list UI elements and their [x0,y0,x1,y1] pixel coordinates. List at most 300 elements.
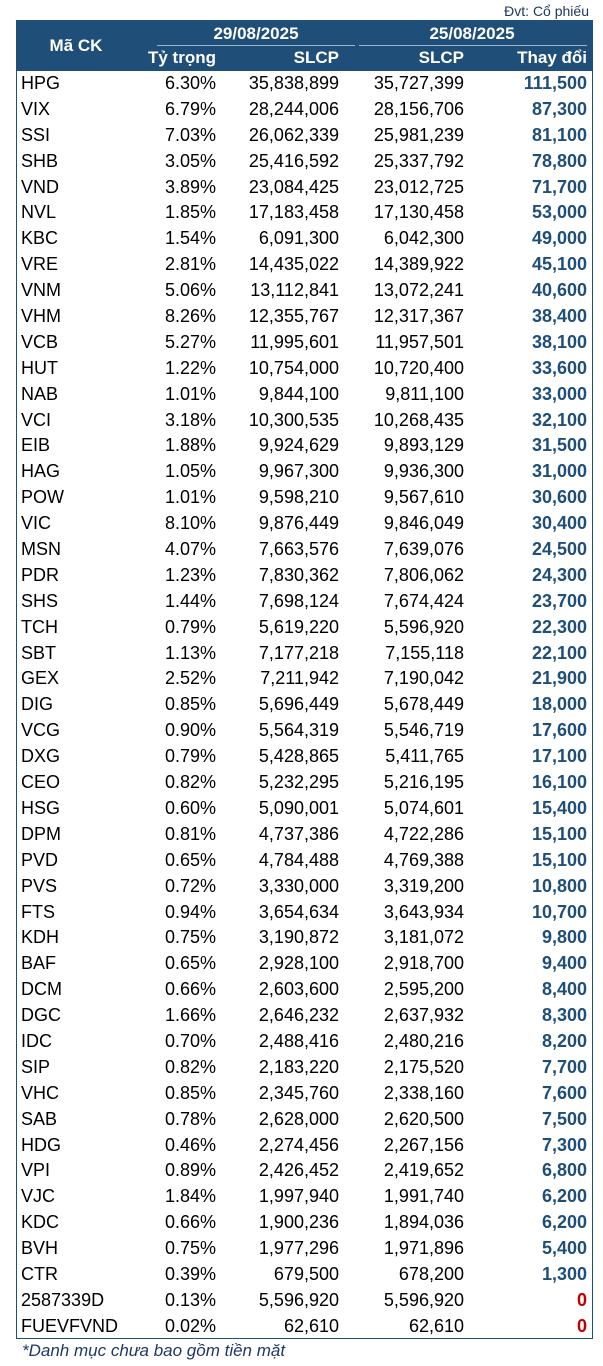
cell-weight: 1.01% [164,383,216,404]
cell-weight: 0.65% [164,849,216,870]
cell-weight: 0.75% [164,927,216,948]
table-row [17,900,592,926]
cell-code: VIX [21,98,51,119]
cell-change: 0 [576,1315,587,1336]
cell-code: DCM [21,979,62,1000]
cell-code: POW [21,487,64,508]
cell-weight: 2.52% [164,668,216,689]
table-row [17,356,592,382]
cell-weight: 0.39% [164,1263,216,1284]
cell-slcp-1: 10,754,000 [248,357,339,378]
cell-slcp-1: 7,698,124 [258,590,339,611]
cell-slcp-1: 17,183,458 [248,202,339,223]
cell-code: VJC [21,1186,56,1207]
header-weight: Tỷ trọng [148,48,216,67]
header-date-2: 25/08/2025 [429,24,515,43]
cell-change: 6,200 [541,1212,587,1233]
cell-code: DGC [21,1005,61,1026]
cell-slcp-2: 25,981,239 [373,124,464,145]
cell-slcp-1: 9,844,100 [258,383,339,404]
cell-weight: 1.44% [164,590,216,611]
cell-weight: 3.05% [164,150,216,171]
cell-weight: 1.13% [164,642,216,663]
table-row [17,304,592,330]
cell-slcp-2: 5,411,765 [385,746,464,767]
cell-slcp-2: 2,267,156 [383,1134,464,1155]
cell-change: 40,600 [531,280,587,301]
cell-slcp-2: 678,200 [398,1263,464,1284]
cell-weight: 1.54% [164,228,216,249]
cell-slcp-2: 7,155,118 [385,642,464,663]
cell-weight: 1.05% [164,461,216,482]
cell-code: SAB [21,1108,58,1129]
cell-slcp-2: 13,072,241 [373,280,464,301]
header-divider-2 [359,45,587,46]
cell-code: VHC [21,1082,60,1103]
cell-change: 16,100 [531,772,587,793]
cell-change: 23,700 [531,590,587,611]
cell-change: 6,200 [541,1186,587,1207]
cell-weight: 0.70% [164,1030,216,1051]
cell-weight: 0.60% [164,797,216,818]
cell-change: 31,500 [531,435,587,456]
cell-slcp-1: 12,355,767 [248,306,339,327]
cell-code: HSG [21,797,61,818]
table-row [17,977,592,1003]
cell-change: 17,100 [531,746,587,767]
cell-slcp-2: 28,156,706 [373,98,464,119]
cell-code: VPI [21,1160,51,1181]
cell-slcp-1: 2,488,416 [258,1030,339,1051]
cell-weight: 5.06% [164,280,216,301]
cell-slcp-2: 2,419,652 [383,1160,464,1181]
cell-code: HUT [21,357,58,378]
cell-change: 8,200 [541,1030,587,1051]
cell-slcp-2: 1,971,896 [383,1238,464,1259]
cell-weight: 1.22% [164,357,216,378]
cell-weight: 0.85% [164,1082,216,1103]
cell-slcp-2: 3,643,934 [383,901,464,922]
cell-change: 78,800 [531,150,587,171]
cell-weight: 0.79% [164,616,216,637]
cell-slcp-2: 7,806,062 [383,564,464,585]
cell-weight: 6.79% [164,98,216,119]
cell-slcp-1: 2,646,232 [258,1005,339,1026]
cell-slcp-1: 23,084,425 [248,176,339,197]
table-row [17,589,592,615]
cell-slcp-1: 9,924,629 [258,435,339,456]
cell-change: 1,300 [541,1263,587,1284]
cell-code: 2587339D [21,1289,105,1310]
cell-code: HPG [21,73,61,93]
footnote: *Danh mục chưa bao gồm tiền mặt [22,1341,286,1360]
cell-change: 111,500 [523,73,587,93]
cell-slcp-1: 7,830,362 [258,564,339,585]
cell-slcp-2: 1,894,036 [383,1212,464,1233]
cell-weight: 1.88% [164,435,216,456]
cell-slcp-1: 5,619,220 [258,616,339,637]
cell-code: FUEVFVND [21,1315,119,1336]
cell-change: 15,100 [531,823,587,844]
cell-change: 8,300 [541,1005,587,1026]
cell-weight: 5.27% [164,331,216,352]
cell-slcp-2: 14,389,922 [373,254,464,275]
cell-slcp-1: 2,274,456 [258,1134,339,1155]
table-row [17,563,592,589]
cell-slcp-2: 2,480,216 [383,1030,464,1051]
cell-change: 30,600 [531,487,587,508]
cell-slcp-1: 5,596,920 [258,1289,339,1310]
cell-change: 15,400 [531,797,587,818]
cell-slcp-1: 6,091,300 [258,228,339,249]
table-row [17,1029,592,1055]
cell-change: 32,100 [531,409,587,430]
cell-weight: 0.02% [164,1315,216,1336]
table-row [17,511,592,537]
cell-slcp-1: 10,300,535 [248,409,339,430]
table-row [17,149,592,175]
cell-weight: 0.72% [164,875,216,896]
cell-change: 33,600 [531,357,587,378]
cell-change: 6,800 [541,1160,587,1181]
cell-slcp-2: 35,727,399 [373,73,464,93]
cell-code: VNM [21,280,61,301]
cell-change: 8,400 [541,979,587,1000]
cell-code: MSN [21,539,61,560]
cell-slcp-2: 9,893,129 [383,435,464,456]
cell-weight: 0.46% [164,1134,216,1155]
table-row [17,382,592,408]
header-change: Thay đổi [517,48,587,67]
table-row [17,1288,592,1314]
cell-slcp-1: 13,112,841 [250,280,339,301]
cell-code: EIB [21,435,51,456]
cell-slcp-1: 62,610 [283,1315,339,1336]
cell-code: HDG [21,1134,61,1155]
cell-slcp-2: 10,268,435 [373,409,464,430]
cell-slcp-2: 9,567,610 [383,487,464,508]
cell-change: 9,800 [541,927,587,948]
table-row [17,1107,592,1133]
cell-slcp-2: 12,317,367 [373,306,464,327]
cell-code: DXG [21,746,61,767]
cell-code: SHS [21,590,59,611]
cell-change: 49,000 [531,228,587,249]
cell-slcp-2: 9,846,049 [383,513,464,534]
cell-slcp-1: 9,598,210 [258,487,339,508]
cell-slcp-2: 5,074,601 [383,797,464,818]
cell-weight: 6.30% [164,73,216,93]
cell-slcp-1: 4,784,488 [258,849,339,870]
cell-slcp-1: 1,997,940 [258,1186,339,1207]
cell-slcp-1: 5,090,001 [258,797,339,818]
cell-slcp-2: 62,610 [408,1315,464,1336]
cell-slcp-2: 3,319,200 [383,875,464,896]
table-body [17,71,592,1339]
cell-code: VCI [21,409,52,430]
cell-slcp-2: 2,175,520 [383,1056,464,1077]
cell-slcp-2: 5,678,449 [383,694,464,715]
header-slcp-2: SLCP [418,48,464,67]
cell-slcp-2: 7,639,076 [383,539,464,560]
cell-weight: 4.07% [164,539,216,560]
cell-code: VND [21,176,60,197]
header-divider-1 [157,45,355,46]
cell-weight: 0.89% [164,1160,216,1181]
cell-slcp-2: 5,216,195 [383,772,464,793]
cell-slcp-2: 11,957,501 [375,331,464,352]
cell-code: DIG [21,694,54,715]
cell-slcp-1: 14,435,022 [248,254,339,275]
cell-change: 7,600 [541,1082,587,1103]
header-date-1: 29/08/2025 [213,24,299,43]
cell-slcp-1: 35,838,899 [248,73,339,93]
table-row [17,278,592,304]
table-row [17,1314,592,1339]
cell-slcp-2: 10,720,400 [373,357,464,378]
cell-weight: 0.75% [164,1238,216,1259]
cell-weight: 0.66% [164,1212,216,1233]
cell-slcp-1: 679,500 [273,1263,339,1284]
cell-change: 7,300 [541,1134,587,1155]
cell-code: SSI [21,124,51,145]
cell-slcp-1: 2,628,000 [258,1108,339,1129]
cell-slcp-2: 9,936,300 [383,461,464,482]
cell-change: 22,300 [531,616,587,637]
cell-code: KDC [21,1212,60,1233]
cell-slcp-2: 4,722,286 [383,823,464,844]
cell-slcp-2: 6,042,300 [383,228,464,249]
cell-change: 33,000 [531,383,587,404]
cell-slcp-2: 7,190,042 [383,668,464,689]
cell-code: BAF [21,953,57,974]
table-row [17,744,592,770]
cell-code: VHM [21,306,61,327]
cell-slcp-2: 5,596,920 [383,1289,464,1310]
cell-slcp-1: 11,995,601 [250,331,339,352]
cell-weight: 0.78% [164,1108,216,1129]
table-row [17,1133,592,1159]
cell-change: 31,000 [531,461,587,482]
cell-weight: 1.66% [164,1005,216,1026]
table-row [17,874,592,900]
cell-slcp-2: 9,811,100 [385,383,464,404]
cell-slcp-2: 5,546,719 [383,720,464,741]
cell-code: SHB [21,150,59,171]
table-row [17,822,592,848]
cell-code: VCB [21,331,59,352]
cell-slcp-1: 1,977,296 [258,1238,339,1259]
table-row [17,770,592,796]
table-row [17,97,592,123]
cell-weight: 0.82% [164,1056,216,1077]
cell-weight: 0.85% [164,694,216,715]
cell-weight: 8.10% [164,513,216,534]
cell-code: PVD [21,849,59,870]
table-row [17,848,592,874]
cell-slcp-1: 26,062,339 [248,124,339,145]
cell-slcp-2: 2,620,500 [383,1108,464,1129]
cell-change: 45,100 [531,254,587,275]
cell-slcp-1: 4,737,386 [258,823,339,844]
cell-slcp-1: 9,876,449 [258,513,339,534]
cell-slcp-1: 9,967,300 [258,461,339,482]
cell-slcp-2: 25,337,792 [373,150,464,171]
table-row [17,641,592,667]
cell-weight: 1.84% [164,1186,216,1207]
table-row [17,226,592,252]
cell-slcp-2: 2,637,932 [383,1005,464,1026]
cell-weight: 0.82% [164,772,216,793]
table-row [17,459,592,485]
cell-change: 71,700 [531,176,587,197]
table-row [17,1236,592,1262]
cell-code: PDR [21,564,60,585]
cell-code: PVS [21,875,58,896]
cell-change: 38,100 [531,331,587,352]
cell-change: 30,400 [531,513,587,534]
cell-change: 7,700 [541,1056,587,1077]
cell-slcp-2: 5,596,920 [383,616,464,637]
cell-code: NAB [21,383,59,404]
cell-weight: 0.90% [164,720,216,741]
cell-slcp-1: 5,696,449 [258,694,339,715]
cell-weight: 0.65% [164,953,216,974]
cell-code: KDH [21,927,60,948]
cell-change: 15,100 [531,849,587,870]
cell-change: 10,800 [531,875,587,896]
cell-weight: 1.23% [164,564,216,585]
cell-slcp-2: 17,130,458 [373,202,464,223]
cell-change: 24,500 [531,539,587,560]
cell-slcp-1: 5,232,295 [258,772,339,793]
cell-change: 81,100 [531,124,587,145]
cell-slcp-1: 7,663,576 [258,539,339,560]
cell-code: TCH [21,616,58,637]
unit-label: Đvt: Cổ phiếu [504,3,589,19]
cell-slcp-2: 4,769,388 [383,849,464,870]
table-row [17,433,592,459]
cell-weight: 0.94% [164,901,216,922]
cell-change: 87,300 [531,98,587,119]
table-row [17,925,592,951]
table-row [17,200,592,226]
cell-change: 53,000 [531,202,587,223]
cell-change: 24,300 [531,564,587,585]
cell-weight: 0.79% [164,746,216,767]
cell-weight: 0.66% [164,979,216,1000]
table-row [17,666,592,692]
cell-change: 38,400 [531,306,587,327]
cell-slcp-2: 2,595,200 [383,979,464,1000]
table-row [17,485,592,511]
cell-change: 18,000 [531,694,587,715]
table-row [17,1210,592,1236]
cell-slcp-1: 2,603,600 [258,979,339,1000]
cell-weight: 8.26% [164,306,216,327]
cell-slcp-1: 2,183,220 [258,1056,339,1077]
table-row [17,1055,592,1081]
table-row [17,718,592,744]
cell-change: 5,400 [541,1238,587,1259]
cell-slcp-1: 2,928,100 [258,953,339,974]
cell-slcp-1: 5,428,865 [258,746,339,767]
cell-slcp-2: 1,991,740 [383,1186,464,1207]
cell-change: 22,100 [531,642,587,663]
cell-slcp-2: 2,338,160 [383,1082,464,1103]
table-row [17,252,592,278]
table-row [17,123,592,149]
cell-slcp-1: 3,190,872 [258,927,339,948]
cell-change: 0 [576,1289,587,1310]
cell-code: HAG [21,461,61,482]
cell-slcp-2: 23,012,725 [373,176,464,197]
table-row [17,408,592,434]
cell-change: 10,700 [531,901,587,922]
table-row [17,951,592,977]
cell-slcp-2: 2,918,700 [383,953,464,974]
cell-code: CTR [21,1263,58,1284]
cell-slcp-1: 25,416,592 [248,150,339,171]
table-row [17,175,592,201]
holdings-table [16,20,593,1339]
cell-code: IDC [21,1030,52,1051]
table-row [17,1081,592,1107]
cell-change: 9,400 [541,953,587,974]
table-row [17,692,592,718]
cell-weight: 0.81% [164,823,216,844]
cell-slcp-1: 3,654,634 [258,901,339,922]
table-row [17,537,592,563]
table-row [17,330,592,356]
cell-slcp-2: 3,181,072 [383,927,464,948]
table-row [17,1003,592,1029]
cell-code: SIP [21,1056,51,1077]
cell-slcp-2: 7,674,424 [383,590,464,611]
cell-change: 21,900 [531,668,587,689]
cell-change: 17,600 [531,720,587,741]
cell-code: VCG [21,720,61,741]
cell-code: KBC [21,228,59,249]
cell-weight: 1.85% [164,202,216,223]
cell-slcp-1: 7,177,218 [258,642,339,663]
cell-weight: 1.01% [164,487,216,508]
cell-slcp-1: 3,330,000 [258,875,339,896]
cell-weight: 3.89% [164,176,216,197]
cell-slcp-1: 7,211,942 [260,668,339,689]
header-slcp-1: SLCP [293,48,339,67]
cell-code: CEO [21,772,61,793]
cell-weight: 2.81% [164,254,216,275]
cell-slcp-1: 5,564,319 [258,720,339,741]
cell-code: SBT [21,642,57,663]
table-header [17,21,592,71]
cell-code: GEX [21,668,60,689]
table-row [17,1158,592,1184]
cell-weight: 0.13% [164,1289,216,1310]
table-row [17,615,592,641]
table-row [17,1262,592,1288]
cell-code: NVL [21,202,57,223]
cell-weight: 7.03% [164,124,216,145]
cell-weight: 3.18% [164,409,216,430]
cell-slcp-1: 2,345,760 [258,1082,339,1103]
cell-code: BVH [21,1238,59,1259]
cell-slcp-1: 1,900,236 [258,1212,339,1233]
cell-code: VRE [21,254,59,275]
table-row [17,796,592,822]
header-code: Mã CK [49,36,103,55]
